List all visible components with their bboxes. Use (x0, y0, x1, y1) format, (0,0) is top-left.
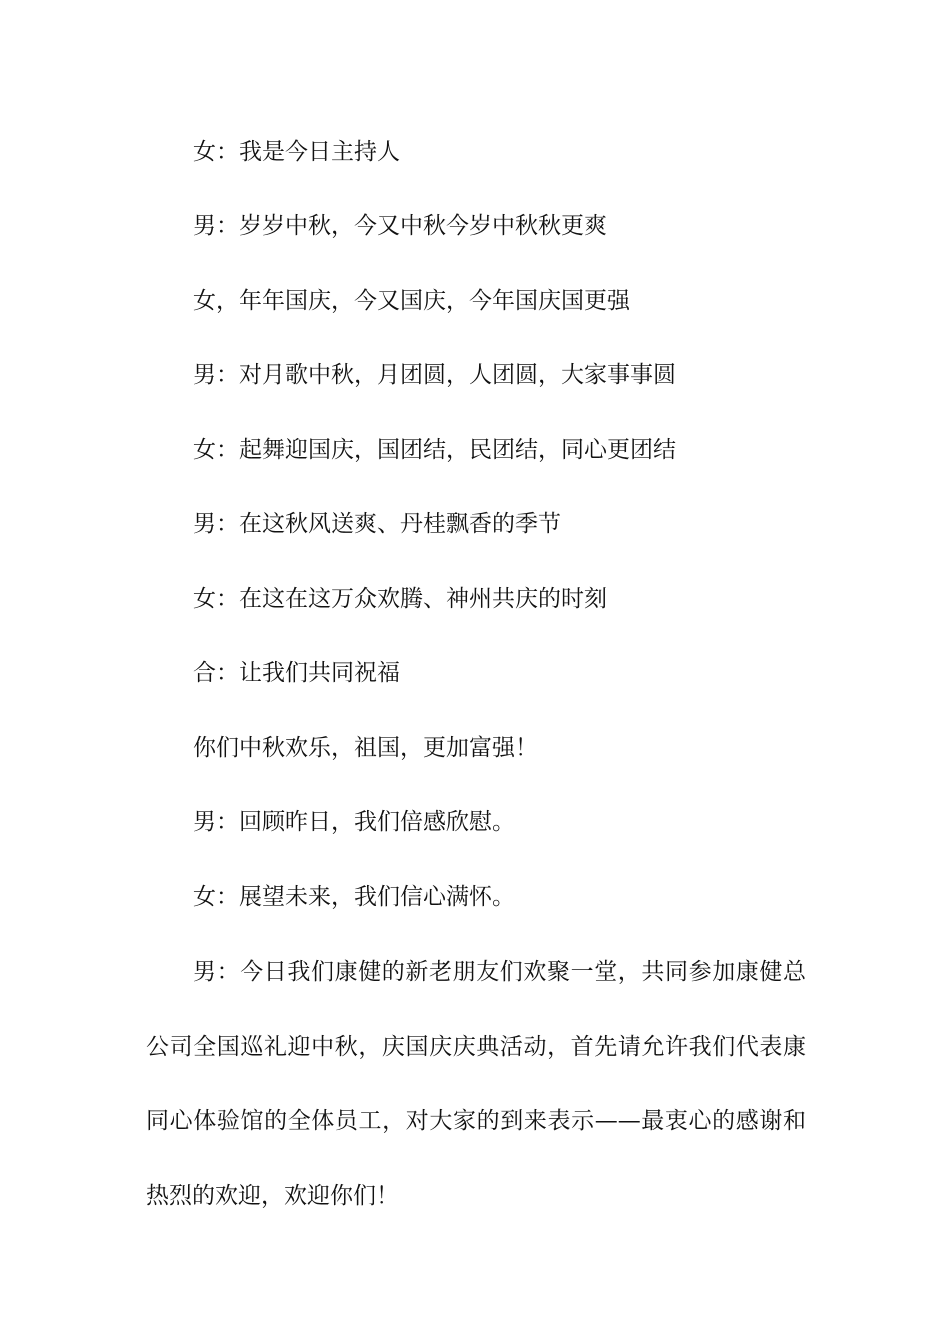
dialogue-line-5: 女：起舞迎国庆，国团结，民团结，同心更团结 (193, 437, 676, 463)
dialogue-line-7: 女：在这在这万众欢腾、神州共庆的时刻 (193, 586, 607, 612)
dialogue-line-2: 男：岁岁中秋，今又中秋今岁中秋秋更爽 (193, 213, 607, 239)
dialogue-line-4: 男：对月歌中秋，月团圆，人团圆，大家事事圆 (193, 362, 676, 388)
dialogue-line-1: 女：我是今日主持人 (193, 139, 400, 165)
dialogue-line-6: 男：在这秋风送爽、丹桂飘香的季节 (193, 511, 561, 537)
dialogue-line-10: 男：回顾昨日，我们倍感欣慰。 (193, 809, 515, 835)
dialogue-line-3: 女，年年国庆，今又国庆，今年国庆国更强 (193, 288, 630, 314)
dialogue-line-8: 合：让我们共同祝福 (193, 660, 400, 686)
welcome-paragraph: 男：今日我们康健的新老朋友们欢聚一堂，共同参加康健总公司全国巡礼迎中秋，庆国庆庆典活动，首先请允许我们代表康同心体验馆的全体员工，对大家的到来表示——最衷心的感谢和热烈的欢迎，欢迎你们！ (146, 959, 806, 1209)
dialogue-line-11: 女：展望未来，我们信心满怀。 (193, 884, 515, 910)
dialogue-line-9: 你们中秋欢乐，祖国，更加富强！ (193, 735, 538, 761)
